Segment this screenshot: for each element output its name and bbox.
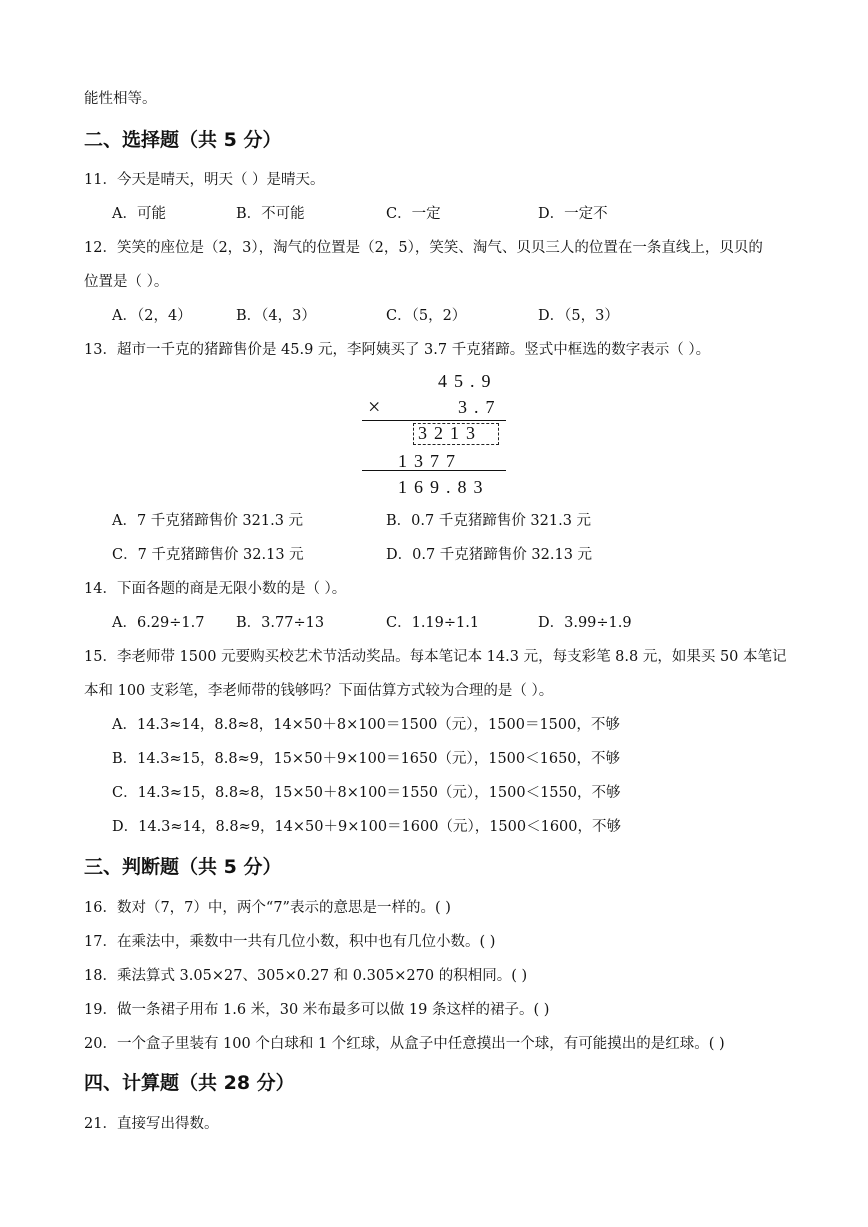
q12-option-d[interactable]: D．（5，3） [538,308,619,324]
q14-option-c[interactable]: C．1.19÷1.1 [386,615,480,631]
q12-option-c[interactable]: C．（5，2） [386,308,467,324]
question-21-stem: 21．直接写出得数。 [84,1116,219,1132]
judge-item-16[interactable]: 16．数对（7，7）中，两个“7”表示的意思是一样的。( ) [84,900,451,916]
section-heading-choice: 二、选择题（共 5 分） [84,129,282,151]
q11-option-b[interactable]: B．不可能 [236,206,305,222]
question-12-stem-line2: 位置是（ ）。 [84,274,169,290]
q14-option-a[interactable]: A．6.29÷1.7 [112,615,205,631]
section-heading-judge: 三、判断题（共 5 分） [84,856,282,878]
q12-option-b[interactable]: B．（4，3） [236,308,316,324]
q13-option-d[interactable]: D．0.7 千克猪蹄售价 32.13 元 [386,547,593,563]
question-11-stem: 11．今天是晴天，明天（ ）是晴天。 [84,172,325,188]
q15-option-c[interactable]: C．14.3≈15，8.8≈8，15×50＋8×100＝1550（元），1500＜1550，不够 [112,785,621,801]
multiplicand: 45.9 [438,371,498,391]
q13-option-c[interactable]: C．7 千克猪蹄售价 32.13 元 [112,547,304,563]
times-sign: × [368,394,381,419]
multiplier: 3.7 [458,397,502,417]
q14-option-b[interactable]: B．3.77÷13 [236,615,325,631]
q13-option-b[interactable]: B．0.7 千克猪蹄售价 321.3 元 [386,513,592,529]
question-12-stem-line1: 12．笑笑的座位是（2，3），淘气的位置是（2，5），笑笑、淘气、贝贝三人的位置在一条直线上，贝贝的 [84,240,763,256]
judge-item-18[interactable]: 18．乘法算式 3.05×27、305×0.27 和 0.305×270 的积相同。( ) [84,968,528,984]
judge-item-17[interactable]: 17．在乘法中，乘数中一共有几位小数，积中也有几位小数。( ) [84,934,496,950]
q15-option-b[interactable]: B．14.3≈15，8.8≈9，15×50＋9×100＝1650（元），1500＜1650，不够 [112,751,621,767]
q13-option-a[interactable]: A．7 千克猪蹄售价 321.3 元 [112,513,304,529]
q11-option-a[interactable]: A．可能 [112,206,166,222]
calc-rule-2 [362,470,506,471]
product-result: 169.83 [398,477,490,497]
question-13-stem: 13．超市一千克的猪蹄售价是 45.9 元，李阿姨买了 3.7 千克猪蹄。竖式中框选的数字表示（ ）。 [84,342,711,358]
q15-option-d[interactable]: D．14.3≈14，8.8≈9，14×50＋9×100＝1600（元），1500＜1600，不够 [112,819,621,835]
judge-item-20[interactable]: 20．一个盒子里装有 100 个白球和 1 个红球，从盒子中任意摸出一个球，有可能摸出的是红球。( ) [84,1036,725,1052]
q12-option-a[interactable]: A．（2，4） [112,308,192,324]
judge-item-19[interactable]: 19．做一条裙子用布 1.6 米，30 米布最多可以做 19 条这样的裙子。( ) [84,1002,550,1018]
question-15-stem-line1: 15．李老师带 1500 元要购买校艺术节活动奖品。每本笔记本 14.3 元，每支彩笔 8.8 元，如果买 50 本笔记 [84,649,787,665]
partial-product-1: 3213 [418,423,482,443]
intro-tail-text: 能性相等。 [84,91,157,107]
question-14-stem: 14．下面各题的商是无限小数的是（ ）。 [84,581,347,597]
question-15-stem-line2: 本和 100 支彩笔，李老师带的钱够吗？下面估算方式较为合理的是（ ）。 [84,683,554,699]
partial-product-2: 1377 [398,451,462,471]
calc-rule-1 [362,420,506,421]
section-heading-calc: 四、计算题（共 28 分） [84,1072,295,1094]
q14-option-d[interactable]: D．3.99÷1.9 [538,615,632,631]
q15-option-a[interactable]: A．14.3≈14，8.8≈8，14×50＋8×100＝1500（元），1500＝1500，不够 [112,717,620,733]
q11-option-c[interactable]: C．一定 [386,206,441,222]
q11-option-d[interactable]: D．一定不 [538,206,608,222]
